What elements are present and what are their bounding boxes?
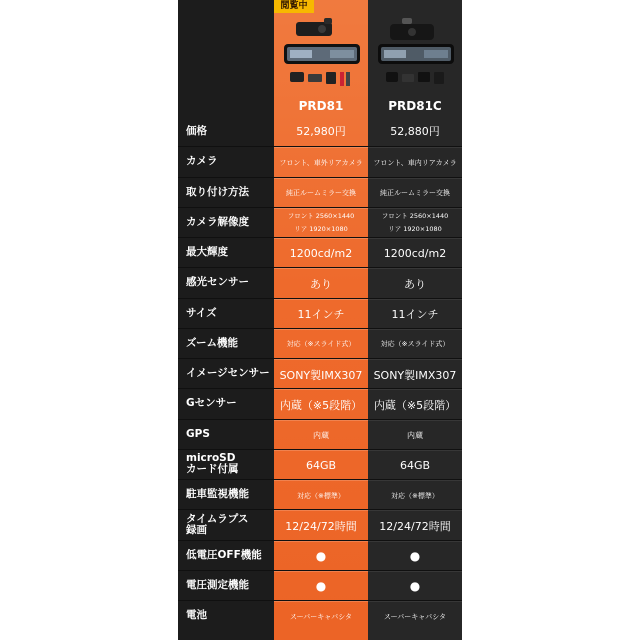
spec-row <box>178 358 462 388</box>
spec-value-prd81: スーパーキャパシタ <box>274 601 368 631</box>
spec-label: 感光センサー <box>186 276 249 289</box>
spec-value-prd81c: 対応（※標準） <box>368 480 462 510</box>
spec-label: タイムラプス 録画 <box>186 512 249 536</box>
spec-value-prd81: 64GB <box>274 450 368 480</box>
spec-value-prd81: 11インチ <box>274 299 368 329</box>
spec-value-prd81: 対応（※標準） <box>274 480 368 510</box>
product-name-prd81c: PRD81C <box>388 99 442 113</box>
spec-label: ズーム機能 <box>186 336 238 349</box>
spec-value-prd81c: スーパーキャパシタ <box>368 601 462 631</box>
spec-label: 電池 <box>186 609 207 622</box>
spec-row <box>178 267 462 297</box>
spec-row <box>178 570 462 600</box>
spec-value-prd81: ● <box>274 541 368 571</box>
product-name-prd81: PRD81 <box>298 99 344 113</box>
spec-label: microSD カード付属 <box>186 452 239 476</box>
spec-value-prd81c: SONY製IMX307 <box>368 359 462 389</box>
spec-value-prd81: 純正ルームミラー交換 <box>274 178 368 208</box>
spec-label: カメラ <box>186 155 218 168</box>
spec-label: 低電圧OFF機能 <box>186 548 262 561</box>
spec-row <box>178 509 462 539</box>
spec-label: サイズ <box>186 306 217 319</box>
spec-row <box>178 600 462 630</box>
spec-value-prd81c: 52,880円 <box>390 125 440 139</box>
spec-value-prd81c: ● <box>368 541 462 571</box>
spec-value-prd81: 52,980円 <box>296 125 346 139</box>
spec-value-prd81c: 64GB <box>368 450 462 480</box>
spec-value-prd81: 12/24/72時間 <box>274 510 368 540</box>
spec-label: Gセンサー <box>186 397 237 410</box>
spec-value-prd81: あり <box>274 268 368 298</box>
spec-rows <box>178 116 462 630</box>
spec-value-prd81c: 11インチ <box>368 299 462 329</box>
spec-row <box>178 298 462 328</box>
spec-value-prd81c: 1200cd/m2 <box>368 238 462 268</box>
viewing-badge: 閲覧中 <box>274 0 314 13</box>
spec-row <box>178 419 462 449</box>
spec-value-prd81c: ● <box>368 571 462 601</box>
spec-row <box>178 540 462 570</box>
spec-label: カメラ解像度 <box>186 215 249 228</box>
spec-value-prd81c: 対応（※スライド式） <box>368 329 462 359</box>
spec-label: 最大輝度 <box>186 246 228 259</box>
spec-row <box>178 207 462 237</box>
spec-row <box>178 479 462 509</box>
spec-label: 価格 <box>186 124 207 137</box>
spec-label: 取り付け方法 <box>186 185 249 198</box>
spec-label: イメージセンサー <box>186 367 270 380</box>
product-image-prd81 <box>278 14 366 94</box>
spec-row <box>178 237 462 267</box>
spec-label: GPS <box>186 427 210 440</box>
spec-value-prd81: フロント、車外リアカメラ <box>274 147 368 177</box>
spec-value-prd81: 対応（※スライド式） <box>274 329 368 359</box>
product-image-prd81c <box>372 14 460 94</box>
spec-label: 電圧測定機能 <box>186 578 249 591</box>
spec-value-prd81c: あり <box>368 268 462 298</box>
spec-value-prd81: SONY製IMX307 <box>274 359 368 389</box>
spec-value-prd81: ● <box>274 571 368 601</box>
spec-value-prd81: 内蔵 <box>274 420 368 450</box>
spec-label: 駐車監視機能 <box>186 488 249 501</box>
spec-value-prd81c: 内蔵 <box>368 420 462 450</box>
spec-row <box>178 449 462 479</box>
spec-value-prd81: 内蔵（※5段階） <box>274 389 368 419</box>
spec-row <box>178 146 462 176</box>
spec-value-prd81: 1200cd/m2 <box>274 238 368 268</box>
spec-row <box>178 116 462 146</box>
spec-value-prd81c: フロント 2560×1440 リア 1920×1080 <box>368 208 462 238</box>
spec-value-prd81c: 12/24/72時間 <box>368 510 462 540</box>
spec-value-prd81: フロント 2560×1440 リア 1920×1080 <box>274 208 368 238</box>
spec-row <box>178 388 462 418</box>
spec-row <box>178 177 462 207</box>
spec-row <box>178 328 462 358</box>
spec-value-prd81c: 純正ルームミラー交換 <box>368 178 462 208</box>
spec-value-prd81c: 内蔵（※5段階） <box>368 389 462 419</box>
spec-value-prd81c: フロント、車内リアカメラ <box>368 147 462 177</box>
